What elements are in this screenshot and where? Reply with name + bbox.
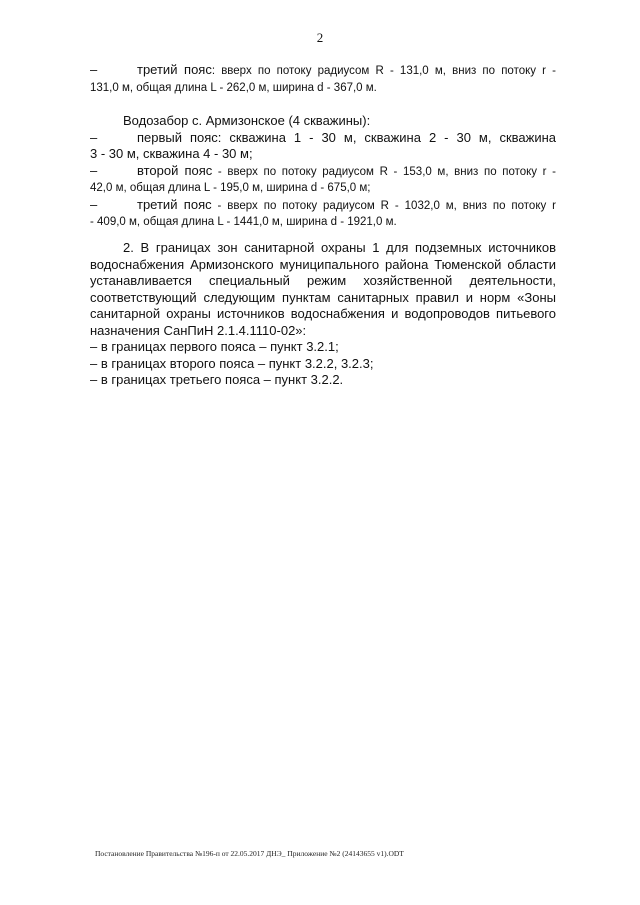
document-footer: Постановление Правительства №196-п от 22.05.2017 ДНЭ_ Приложение №2 (24143655 v1).ODT — [95, 849, 404, 858]
list-dash: – — [90, 162, 98, 178]
zone-belt-details: - вверх по потоку радиусом R - 1032,0 м, вниз по потоку r — [211, 199, 556, 212]
water-intake-heading: Водозабор с. Армизонское (4 скважины): — [123, 113, 371, 128]
list-item: – в границах второго пояса – пункт 3.2.2, 3.2.3; — [90, 355, 374, 371]
zone-item-line — [90, 130, 556, 147]
zone-item-line — [90, 163, 556, 181]
list-dash: – — [90, 62, 98, 77]
zone-belt-details: первый пояс: скважина 1 - 30 м, скважина 2 - 30 м, скважина — [137, 129, 556, 145]
paragraph-line: устанавливается специальный режим хозяйственной деятельности, — [90, 273, 556, 288]
water-intake-section — [90, 113, 556, 231]
zone-belt-name: второй пояс — [137, 162, 213, 178]
paragraph-line: санитарной охраны источников водоснабжения и водопроводов питьевого — [90, 306, 556, 321]
zone-item-third-belt-continued — [90, 62, 556, 96]
zone-belt-details: : вверх по потоку радиусом R - 131,0 м, вниз по потоку r - — [211, 65, 556, 77]
zone-item-line — [90, 197, 556, 215]
zone-item-line: - 409,0 м, общая длина L - 1441,0 м, ширина d - 1921,0 м. — [90, 216, 397, 228]
list-dash: – — [90, 196, 98, 212]
paragraph-2 — [90, 240, 556, 389]
page-number: 2 — [316, 30, 324, 45]
list-item: – в границах первого пояса – пункт 3.2.1; — [90, 339, 339, 354]
zone-item-line: 3 - 30 м, скважина 4 - 30 м; — [90, 146, 253, 161]
paragraph-line: 2. В границах зон санитарной охраны 1 для подземных источников — [123, 240, 556, 255]
zone-belt-details: - вверх по потоку радиусом R - 153,0 м, вниз по потоку r - — [212, 165, 556, 178]
zone-item-line: 131,0 м, общая длина L - 262,0 м, ширина d - 367,0 м. — [90, 81, 377, 94]
paragraph-line: назначения СанПиН 2.1.4.1110-02»: — [90, 322, 307, 338]
list-item: – в границах третьего пояса – пункт 3.2.2. — [90, 372, 344, 387]
zone-item-line — [90, 62, 556, 80]
zone-belt-name: третий пояс — [137, 62, 212, 77]
zone-belt-name: третий пояс — [137, 196, 212, 212]
zone-item-line: 42,0 м, общая длина L - 195,0 м, ширина d - 675,0 м; — [90, 182, 371, 194]
list-dash: – — [90, 129, 98, 145]
paragraph-line: соответствующий следующим пунктам санитарных правил и норм «Зоны — [90, 289, 556, 305]
paragraph-line: водоснабжения Армизонского муниципального района Тюменской области — [90, 256, 556, 272]
